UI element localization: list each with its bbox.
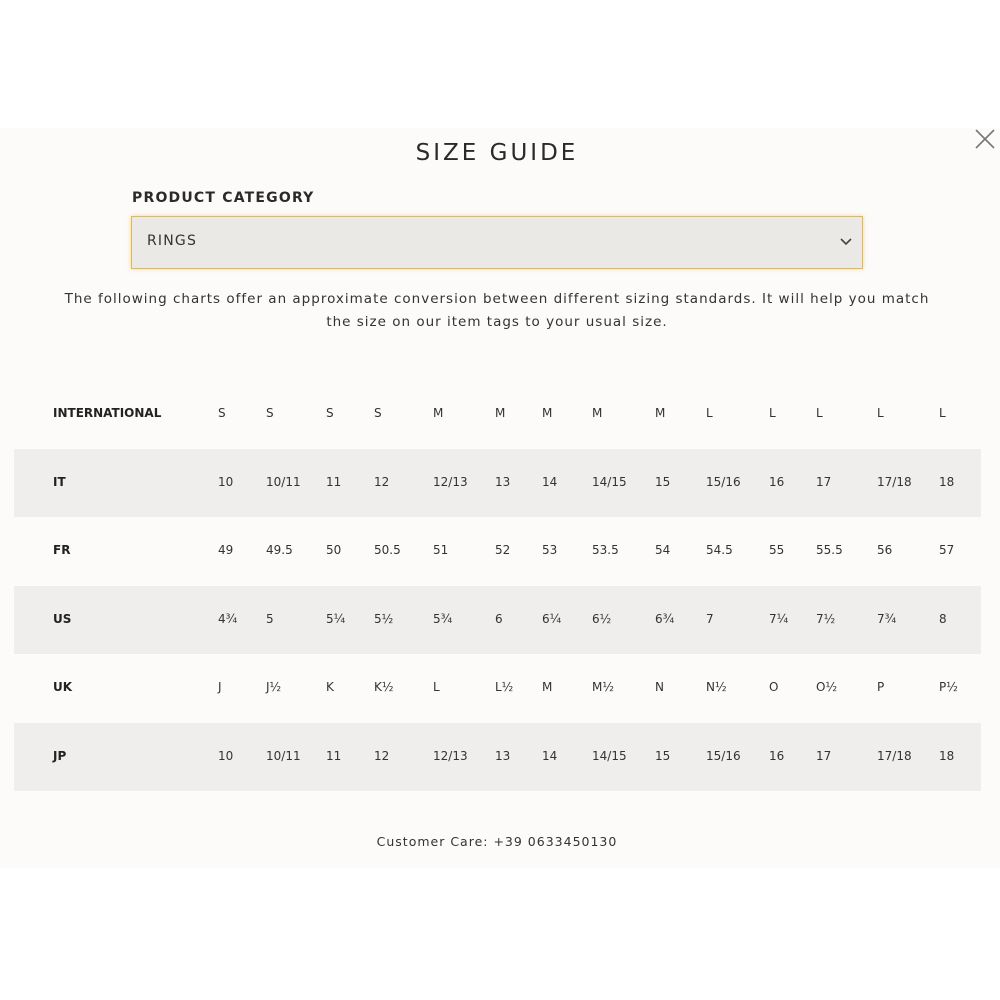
table-cell: 15 bbox=[655, 474, 671, 489]
table-cell: L bbox=[433, 680, 440, 694]
table-cell: 15/16 bbox=[706, 474, 741, 489]
table-cell: L½ bbox=[495, 680, 514, 694]
table-cell: 5¾ bbox=[433, 611, 453, 626]
table-cell: 10/11 bbox=[266, 748, 301, 763]
table-cell: 6¾ bbox=[655, 611, 675, 626]
table-cell: 17 bbox=[816, 748, 832, 763]
table-cell: 8 bbox=[939, 611, 947, 626]
table-cell: M bbox=[433, 406, 444, 420]
table-cell: J½ bbox=[266, 680, 282, 694]
table-cell: L bbox=[769, 406, 776, 420]
table-cell: 15/16 bbox=[706, 748, 741, 763]
table-cell: S bbox=[218, 406, 226, 420]
table-cell: P½ bbox=[939, 680, 958, 694]
table-row bbox=[14, 723, 981, 792]
table-cell: 5½ bbox=[374, 611, 394, 626]
table-cell: 6½ bbox=[592, 611, 612, 626]
table-cell: M bbox=[542, 680, 553, 694]
table-cell: 51 bbox=[433, 543, 449, 557]
table-cell: 55.5 bbox=[816, 543, 843, 557]
table-cell: 12 bbox=[374, 474, 390, 489]
select-value: RINGS bbox=[147, 233, 198, 249]
table-cell: 49 bbox=[218, 543, 234, 557]
chevron-down-icon bbox=[839, 237, 853, 247]
page-title: SIZE GUIDE bbox=[415, 140, 579, 166]
table-cell: 11 bbox=[326, 748, 342, 763]
table-row bbox=[14, 449, 981, 518]
table-cell: S bbox=[374, 406, 382, 420]
table-cell: K bbox=[326, 680, 334, 694]
table-cell: 14/15 bbox=[592, 748, 627, 763]
product-category-label: PRODUCT CATEGORY bbox=[132, 190, 315, 206]
customer-care-text: Customer Care: +39 0633450130 bbox=[376, 834, 618, 849]
row-label: US bbox=[53, 611, 72, 626]
table-cell: 18 bbox=[939, 474, 955, 489]
product-category-select[interactable] bbox=[131, 216, 863, 269]
table-cell: P bbox=[877, 680, 885, 694]
table-cell: 16 bbox=[769, 474, 785, 489]
table-cell: O½ bbox=[816, 680, 838, 694]
table-row bbox=[14, 586, 981, 655]
row-label: UK bbox=[53, 680, 73, 694]
table-cell: S bbox=[326, 406, 334, 420]
table-cell: 54 bbox=[655, 543, 671, 557]
table-cell: 17/18 bbox=[877, 474, 912, 489]
table-cell: L bbox=[706, 406, 713, 420]
table-cell: 7¼ bbox=[769, 611, 789, 626]
table-cell: 50.5 bbox=[374, 543, 401, 557]
table-cell: 14/15 bbox=[592, 474, 627, 489]
table-cell: M bbox=[542, 406, 553, 420]
table-cell: 7 bbox=[706, 611, 714, 626]
table-row bbox=[14, 517, 981, 586]
table-cell: N bbox=[655, 680, 664, 694]
table-cell: 52 bbox=[495, 543, 511, 557]
table-cell: K½ bbox=[374, 680, 394, 694]
row-label: IT bbox=[53, 474, 66, 489]
table-cell: M bbox=[655, 406, 666, 420]
table-cell: 13 bbox=[495, 748, 511, 763]
table-cell: 53.5 bbox=[592, 543, 619, 557]
table-cell: 54.5 bbox=[706, 543, 733, 557]
table-cell: 10/11 bbox=[266, 474, 301, 489]
table-cell: 17 bbox=[816, 474, 832, 489]
table-cell: J bbox=[218, 680, 222, 694]
table-cell: 12/13 bbox=[433, 474, 468, 489]
table-cell: 15 bbox=[655, 748, 671, 763]
table-cell: 5¼ bbox=[326, 611, 346, 626]
table-cell: 6¼ bbox=[542, 611, 562, 626]
table-cell: 12 bbox=[374, 748, 390, 763]
table-cell: 57 bbox=[939, 543, 955, 557]
table-cell: 13 bbox=[495, 474, 511, 489]
table-cell: M bbox=[592, 406, 603, 420]
row-label: INTERNATIONAL bbox=[53, 406, 162, 420]
table-cell: 56 bbox=[877, 543, 893, 557]
row-label: FR bbox=[53, 543, 71, 557]
table-cell: 55 bbox=[769, 543, 785, 557]
size-conversion-table bbox=[14, 380, 981, 791]
table-cell: 50 bbox=[326, 543, 342, 557]
table-cell: 14 bbox=[542, 748, 558, 763]
table-cell: L bbox=[816, 406, 823, 420]
table-cell: 14 bbox=[542, 474, 558, 489]
table-cell: L bbox=[939, 406, 946, 420]
table-cell: 18 bbox=[939, 748, 955, 763]
table-cell: L bbox=[877, 406, 884, 420]
table-cell: 5 bbox=[266, 611, 274, 626]
row-label: JP bbox=[53, 748, 67, 763]
table-cell: 16 bbox=[769, 748, 785, 763]
table-cell: 53 bbox=[542, 543, 558, 557]
table-cell: 4¾ bbox=[218, 611, 238, 626]
table-row bbox=[14, 654, 981, 723]
size-guide-modal bbox=[0, 128, 1000, 868]
table-cell: 7½ bbox=[816, 611, 836, 626]
table-cell: N½ bbox=[706, 680, 727, 694]
table-cell: 6 bbox=[495, 611, 503, 626]
table-cell: 49.5 bbox=[266, 543, 293, 557]
table-cell: 12/13 bbox=[433, 748, 468, 763]
table-cell: 10 bbox=[218, 474, 234, 489]
table-cell: 7¾ bbox=[877, 611, 897, 626]
table-cell: 11 bbox=[326, 474, 342, 489]
table-cell: M bbox=[495, 406, 506, 420]
description-text: The following charts offer an approximate conversion between different sizing standards. It will help you match the size on our item tags to your usual size. bbox=[64, 291, 930, 330]
table-cell: 17/18 bbox=[877, 748, 912, 763]
table-cell: M½ bbox=[592, 680, 614, 694]
table-row bbox=[14, 380, 981, 449]
table-cell: 10 bbox=[218, 748, 234, 763]
table-cell: S bbox=[266, 406, 274, 420]
table-cell: O bbox=[769, 680, 779, 694]
